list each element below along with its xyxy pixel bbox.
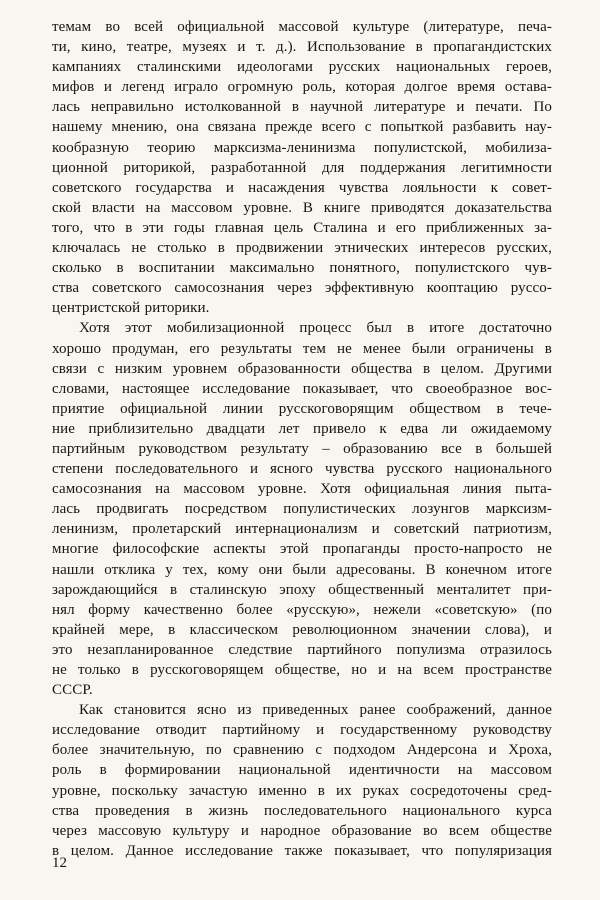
page-number: 12: [52, 855, 67, 871]
text-line: это незапланированное следствие партийного популизма отразилось: [52, 641, 552, 658]
text-line: сколько в воспитании максимально понятного, популистского чув-: [52, 260, 552, 277]
text-line: ства проведения в жизнь последовательного национального курса: [52, 802, 552, 819]
text-line: многие философские аспекты этой пропаганды просто-напросто не: [52, 541, 552, 558]
text-line: через массовую культуру и народное образование во всем обществе: [52, 822, 552, 839]
text-line: ской власти на массовом уровне. В книге приводятся доказательства: [52, 199, 552, 216]
text-line: исследование отводит партийному и государственному руководству: [52, 722, 552, 739]
text-line: нашему мнению, она связана прежде всего с попыткой разбавить нау-: [52, 119, 552, 136]
text-line: ние приблизительно двадцати лет привело к едва ли ожидаемому: [52, 420, 552, 437]
text-line: лась продвигать посредством популистических лозунгов марксизм-: [52, 501, 552, 518]
text-line: ства советского самосознания через эффективную кооптацию руссо-: [52, 280, 552, 297]
text-line: темам во всей официальной массовой культуре (литературе, печа-: [52, 19, 552, 35]
text-line: степени последовательного и ясного чувства русского национального: [52, 461, 552, 478]
text-line: кообразную теорию марксизма-ленинизма популистской, мобилиза-: [52, 139, 552, 156]
text-line: советского государства и насаждения чувства лояльности к совет-: [52, 179, 552, 196]
text-line: ционной риторикой, разработанной для поддержания легитимности: [52, 159, 552, 176]
text-line: нял форму качественно более «русскую», нежели «советскую» (по: [52, 601, 552, 618]
text-line: ти, кино, театре, музеях и т. д.). Использование в пропагандистских: [52, 39, 552, 56]
body-text: [52, 17, 552, 861]
text-line: более значительную, по сравнению с подходом Андерсона и Хроха,: [52, 742, 552, 759]
text-line: СССР.: [52, 682, 93, 699]
text-line: хорошо продуман, его результаты тем не менее были ограничены в: [52, 340, 552, 357]
text-line: Как становится ясно из приведенных ранее соображений, данное: [79, 702, 552, 719]
text-line: нашли отклика у тех, кому они были адресованы. В конечном итоге: [52, 561, 552, 578]
text-line: приятие официальной линии русскоговорящим обществом в тече-: [52, 400, 552, 417]
text-line: крайней мере, в классическом революционном значении слова), и: [52, 621, 552, 638]
text-line: того, что в эти годы главная цель Сталина и его приближенных за-: [52, 219, 552, 236]
text-line: ключалась не столько в продвижении этнических интересов русских,: [52, 240, 552, 257]
paragraph: [52, 17, 552, 318]
text-line: роль в формировании национальной идентичности на массовом: [52, 762, 552, 779]
text-line: кампаниях сталинскими идеологами русских национальных героев,: [52, 59, 552, 76]
text-line: зарождающийся в сталинскую эпоху общественный менталитет при-: [52, 581, 552, 598]
text-line: центристской риторики.: [52, 300, 210, 317]
text-line: в целом. Данное исследование также показывает, что популяризация: [52, 842, 552, 859]
paragraph: [52, 318, 552, 700]
text-line: мифов и легенд играло огромную роль, которая долгое время остава-: [52, 79, 552, 96]
text-line: партийным руководством результату – образованию все в большей: [52, 440, 552, 457]
text-line: связи с низким уровнем образованности общества в целом. Другими: [52, 360, 552, 377]
text-line: уровне, поскольку зачастую именно в их руках сосредоточены сред-: [52, 782, 552, 799]
text-line: лась неправильно истолкованной в научной литературе и печати. По: [52, 99, 552, 116]
paragraph: [52, 700, 552, 861]
text-line: словами, настоящее исследование показывает, что своеобразное вос-: [52, 380, 552, 397]
text-line: самосознания на массовом уровне. Хотя официальная линия пыта-: [52, 481, 552, 498]
text-line: не только в русскоговорящем обществе, но и на всем пространстве: [52, 662, 552, 678]
text-line: Хотя этот мобилизационной процесс был в итоге достаточно: [79, 320, 552, 337]
text-line: ленинизм, пролетарский интернационализм и советский патриотизм,: [52, 521, 552, 538]
